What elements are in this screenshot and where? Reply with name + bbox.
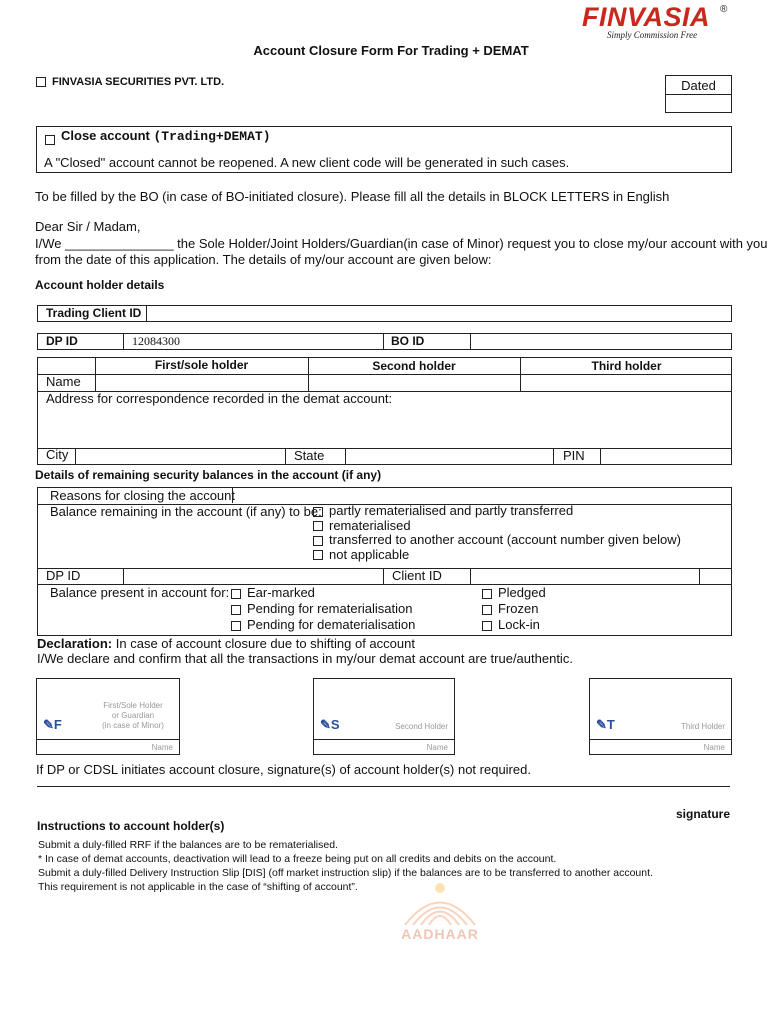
caption-line: Third Holder: [680, 722, 725, 731]
caption-line: (in case of Minor): [102, 721, 164, 730]
checkbox[interactable]: [313, 536, 323, 546]
instructions-title: Instructions to account holder(s): [37, 819, 225, 833]
state-input[interactable]: [346, 449, 553, 464]
signature-label: signature: [676, 807, 731, 821]
dp-id-input-2[interactable]: [124, 569, 383, 584]
divider-line: [37, 786, 730, 787]
request-line-1: I/We _______________ the Sole Holder/Joint Holders/Guardian(in case of Minor) request you to close my/our account with you: [35, 236, 768, 251]
checkbox[interactable]: [231, 605, 241, 615]
present-option[interactable]: [482, 601, 546, 617]
remaining-options: [313, 504, 681, 562]
dp-id-value[interactable]: 12084300: [132, 334, 180, 348]
trading-client-id-input[interactable]: [147, 306, 731, 321]
present-option-label: Pending for dematerialisation: [247, 617, 416, 632]
close-account-note: A "Closed" account cannot be reopened. A new client code will be generated in such cases.: [44, 155, 570, 170]
trading-client-id-row: [37, 305, 732, 322]
signature-name-label: Name: [426, 743, 448, 752]
checkbox[interactable]: [313, 507, 323, 517]
dp-id-label-2: DP ID: [46, 568, 81, 583]
address-input[interactable]: [38, 408, 731, 448]
caption-line: First/Sole Holder: [103, 701, 163, 710]
instruction-line: This requirement is not applicable in the case of “shifting of account”.: [38, 881, 358, 893]
checkbox[interactable]: [313, 521, 323, 531]
pen-icon: ✎S: [320, 717, 340, 732]
first-holder-name-input[interactable]: [96, 375, 308, 391]
present-option[interactable]: [482, 585, 546, 601]
col-first-holder: First/sole holder: [154, 358, 249, 372]
pen-icon: ✎T: [596, 717, 615, 732]
signature-box-third[interactable]: [589, 678, 732, 755]
holders-table: [37, 357, 732, 465]
account-holder-heading: Account holder details: [35, 278, 165, 292]
present-option-label: Lock-in: [498, 617, 540, 632]
trading-client-id-label: Trading Client ID: [46, 306, 142, 320]
registered-mark: ®: [720, 4, 728, 15]
col-third-holder: Third holder: [591, 359, 662, 373]
remaining-option[interactable]: [313, 504, 681, 519]
dp-bo-row: [37, 333, 732, 350]
signature-caption: [93, 701, 173, 731]
signature-name-label: Name: [151, 743, 173, 752]
remaining-option-label: rematerialised: [329, 517, 411, 533]
watermark-text: AADHAAR: [401, 926, 479, 942]
remaining-option-label: not applicable: [329, 546, 410, 562]
close-account-box: [36, 126, 732, 173]
remaining-option[interactable]: [313, 533, 681, 548]
fingerprint-icon: [385, 880, 495, 930]
city-input[interactable]: [76, 449, 285, 464]
balances-table: [37, 487, 732, 636]
bo-id-label: BO ID: [391, 334, 425, 348]
brand-tagline: Simply Commission Free: [607, 30, 698, 40]
present-options-left: [231, 585, 415, 633]
present-option-label: Frozen: [498, 601, 539, 616]
checkbox[interactable]: [231, 621, 241, 631]
close-account-option[interactable]: [45, 128, 271, 145]
instruction-line: * In case of demat accounts, deactivation will lead to a freeze being put on all credits and debits on the account.: [38, 853, 557, 865]
bo-id-input[interactable]: [471, 334, 731, 349]
fill-note: To be filled by the BO (in case of BO-initiated closure). Please fill all the details in BLOCK LETTERS in English: [35, 189, 670, 204]
brand-name: FINVASIA: [582, 2, 711, 32]
instruction-line: Submit a duly-filled Delivery Instruction Slip [DIS] (off market instruction slip) if the balances are to be transferred to another account.: [38, 867, 653, 879]
signature-caption: [395, 722, 448, 732]
client-id-input[interactable]: [471, 569, 699, 584]
company-name: FINVASIA SECURITIES PVT. LTD.: [52, 76, 225, 88]
reasons-label: Reasons for closing the account: [50, 488, 235, 503]
dated-input[interactable]: [666, 95, 731, 112]
signature-caption: [681, 722, 725, 732]
aadhaar-watermark: [385, 880, 495, 944]
present-option-label: Ear-marked: [247, 585, 315, 600]
cdsl-note: If DP or CDSL initiates account closure, signature(s) of account holder(s) not required.: [36, 762, 531, 777]
dp-id-label: DP ID: [46, 334, 78, 348]
instructions-list: [38, 838, 653, 894]
checkbox[interactable]: [231, 589, 241, 599]
third-holder-name-input[interactable]: [521, 375, 732, 391]
request-line-2: from the date of this application. The details of my/our account are given below:: [35, 252, 492, 267]
present-options-right: [482, 585, 546, 633]
balances-heading: Details of remaining security balances in the account (if any): [35, 468, 382, 482]
pin-label: PIN: [563, 448, 585, 463]
reasons-input[interactable]: [233, 488, 731, 504]
salutation: Dear Sir / Madam,: [35, 219, 141, 234]
signature-letter: S: [330, 717, 340, 732]
present-option-label: Pending for rematerialisation: [247, 601, 413, 616]
checkbox[interactable]: [313, 550, 323, 560]
present-option[interactable]: [482, 617, 546, 633]
client-id-label: Client ID: [392, 568, 442, 583]
city-label: City: [46, 447, 69, 462]
pin-input[interactable]: [601, 449, 731, 464]
dated-box: [665, 75, 732, 113]
checkbox[interactable]: [482, 621, 492, 631]
declaration: [37, 636, 415, 651]
signature-box-first[interactable]: [36, 678, 180, 755]
checkbox[interactable]: [482, 589, 492, 599]
company-checkbox[interactable]: [36, 77, 46, 87]
present-label: Balance present in account for:: [50, 585, 230, 600]
remaining-option-label: partly rematerialised and partly transferred: [329, 503, 574, 518]
page-title: Account Closure Form For Trading + DEMAT: [253, 43, 529, 58]
address-label: Address for correspondence recorded in the demat account:: [46, 391, 393, 406]
dated-label: Dated: [681, 78, 716, 93]
signature-box-second[interactable]: [313, 678, 455, 755]
remaining-option[interactable]: [313, 519, 681, 534]
pen-icon: ✎F: [43, 717, 62, 732]
state-label: State: [294, 448, 325, 463]
signature-letter: F: [53, 717, 62, 732]
instruction-line: Submit a duly-filled RRF if the balances are to be rematerialised.: [38, 839, 338, 851]
signature-letter: T: [606, 717, 615, 732]
checkbox[interactable]: [482, 605, 492, 615]
second-holder-name-input[interactable]: [309, 375, 520, 391]
declaration-text-2: I/We declare and confirm that all the transactions in my/our demat account are true/authentic.: [37, 651, 573, 666]
brand-logo: [582, 2, 728, 33]
declaration-text-1: In case of account closure due to shifting of account: [115, 636, 415, 651]
present-option[interactable]: [231, 601, 415, 617]
remaining-label: Balance remaining in the account (if any) to be:: [50, 504, 322, 519]
company-option[interactable]: [36, 76, 224, 88]
present-option[interactable]: [231, 617, 415, 633]
signature-name-label: Name: [703, 743, 725, 752]
caption-line: or Guardian: [111, 711, 155, 720]
remaining-option[interactable]: [313, 548, 681, 563]
col-second-holder: Second holder: [372, 359, 456, 373]
name-label: Name: [46, 374, 81, 389]
caption-line: Second Holder: [395, 722, 448, 731]
present-option-label: Pledged: [498, 585, 546, 600]
close-account-label: Close account: [61, 128, 150, 143]
declaration-label: Declaration:: [37, 636, 113, 651]
remaining-option-label: transferred to another account (account number given below): [329, 532, 681, 547]
close-account-suffix: (Trading+DEMAT): [153, 129, 271, 144]
close-account-checkbox[interactable]: [45, 135, 55, 145]
present-option[interactable]: [231, 585, 415, 601]
